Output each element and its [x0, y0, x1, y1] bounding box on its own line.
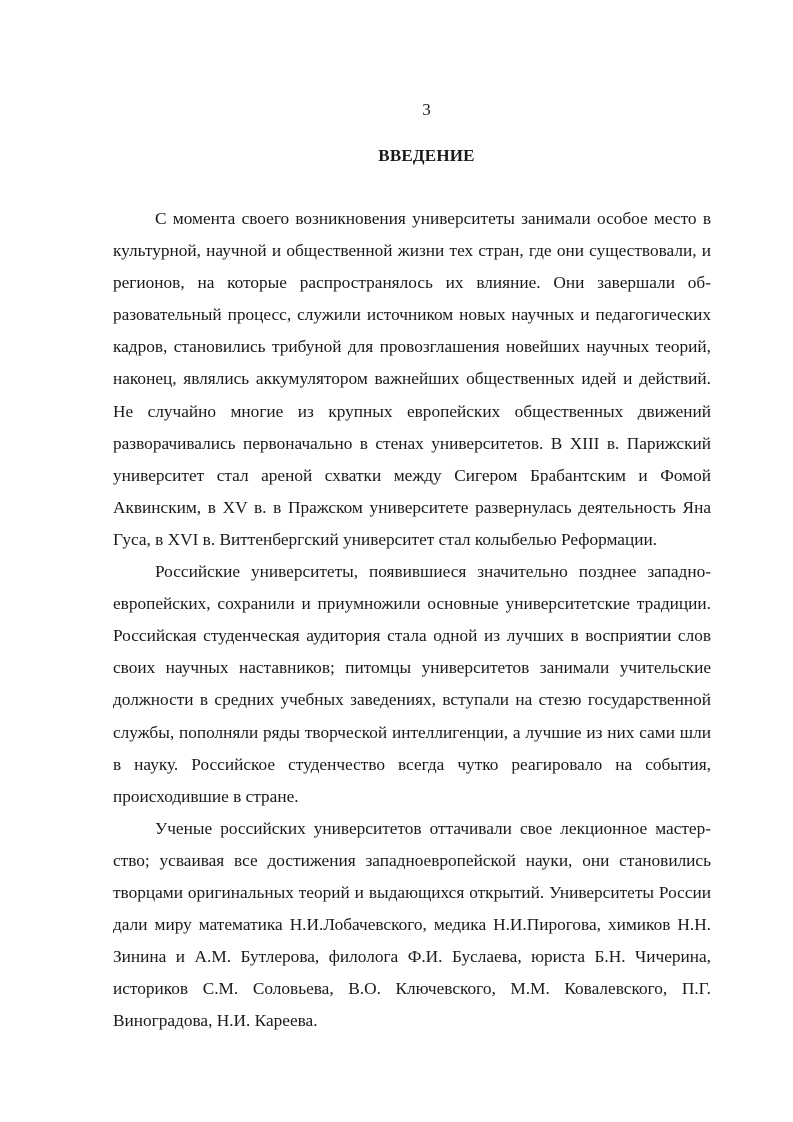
paragraph-1: С момента своего возникновения университеты занимали особое место в культурной, научной и общественной жизни тех стран, где они существовали, и регионов, на которые распространялось их влияние. Они завершали образовательный процесс, служили источником новых научных и педагогических кадров, становились трибуной для провозглашения новейших научных теорий, наконец, являлись аккумулятором важнейших общественных идей и действий. Не случайно многие из крупных европейских общественных движений разворачивались первоначально в стенах университетов. В XIII в. Парижский университет стал ареной схватки между Сигером Брабантским и Фомой Аквинским, в XV в. в Пражском университете развернулась деятельность Яна Гуса, в XVI в. Виттенбергский университет стал колыбелью Реформации. [113, 209, 711, 549]
paragraph-2: Российские университеты, появившиеся значительно позднее западноевропейских, сохранили и приумножили основные университетские традиции. Российская студенческая аудитория стала одной из лучших в восприятии слов своих научных наставников; питомцы университетов занимали учительские должности в средних учебных заведениях, вступали на стезю государственной службы, пополняли ряды творческой интеллигенции, а лучшие из них сами шли в науку. Российское студенчество всегда чутко реагировало на события, происходившие в стране. [113, 562, 711, 806]
section-heading: ВВЕДЕНИЕ [378, 146, 475, 165]
page-number: 3 [422, 100, 431, 119]
paragraph-3: Ученые российских университетов оттачивали свое лекционное мастерство; усваивая все достижения западноевропейской науки, они становились творцами оригинальных теорий и выдающихся открытий. Университеты России дали миру математика Н.И.Лобачевского, медика Н.И.Пирогова, химиков Н.Н. Зинина и А.М. Бутлерова, филолога Ф.И. Буслаева, юриста Б.Н. Чичерина, историков С.М. Соловьева, В.О. Ключевского, М.М. Ковалевского, П.Г. Виноградова, Н.И. Кареева. [113, 818, 711, 1031]
body-text [113, 203, 711, 1037]
